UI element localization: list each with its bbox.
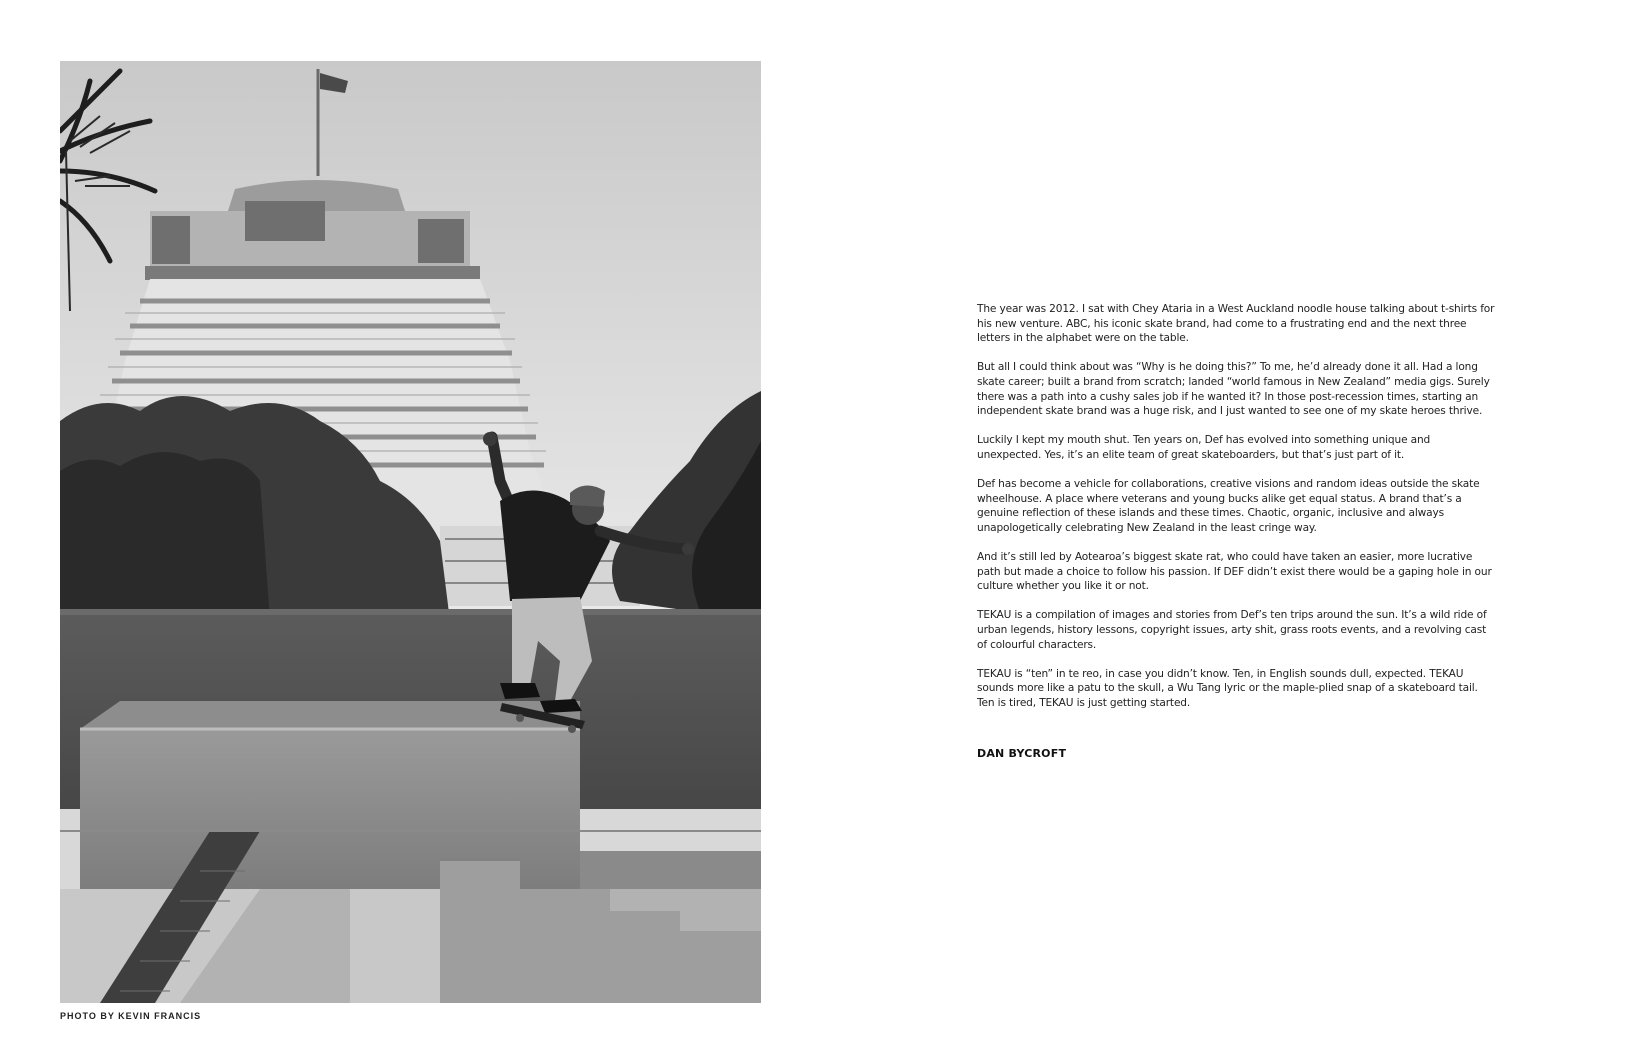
article-body [977, 302, 1497, 725]
skateboarder-photo-illustration [60, 61, 761, 1003]
article-paragraph: Luckily I kept my mouth shut. Ten years on, Def has evolved into something unique and unexpected. Yes, it’s an elite team of great skateboarders, but that’s just part of it. [977, 434, 1431, 461]
article-paragraph: TEKAU is a compilation of images and stories from Def’s ten trips around the sun. It’s a wild ride of urban legends, history lessons, copyright issues, arty shit, grass roots events, and a revolving cast of colourful characters. [977, 609, 1487, 651]
article-paragraph: Def has become a vehicle for collaborations, creative visions and random ideas outside the skate wheelhouse. A place where veterans and young bucks alike get equal status. A brand that’s a genuine reflection of these islands and these times. Chaotic, organic, inclusive and always unapologetically celebrating New Zealand in the least cringe way. [977, 478, 1480, 534]
article-paragraph: But all I could think about was “Why is he doing this?” To me, he’d already done it all. Had a long skate career; built a brand from scratch; landed “world famous in New Zealand” media gigs. Surely there was a path into a cushy sales job if he wanted it? In those post-recession times, starting an independent skate brand was a huge risk, and I just wanted to see one of my skate heroes thrive. [977, 361, 1490, 418]
article-paragraph: And it’s still led by Aotearoa’s biggest skate rat, who could have taken an easier, more lucrative path but made a choice to follow his passion. If DEF didn’t exist there would be a gaping hole in our culture whether you like it or not. [977, 551, 1492, 593]
photo-credit: PHOTO BY KEVIN FRANCIS [60, 1011, 202, 1021]
author-byline: DAN BYCROFT [977, 747, 1067, 760]
article-paragraph: The year was 2012. I sat with Chey Ataria in a West Auckland noodle house talking about t-shirts for his new venture. ABC, his iconic skate brand, had come to a frustrating end and the next three letters in the alphabet were on the table. [977, 303, 1495, 345]
article-paragraph: TEKAU is “ten” in te reo, in case you didn’t know. Ten, in English sounds dull, expected. TEKAU sounds more like a patu to the skull, a Wu Tang lyric or the maple-plied snap of a skateboard tail. Ten is tired, TEKAU is just getting started. [977, 667, 1478, 710]
skateboarder-photo [60, 61, 761, 1003]
